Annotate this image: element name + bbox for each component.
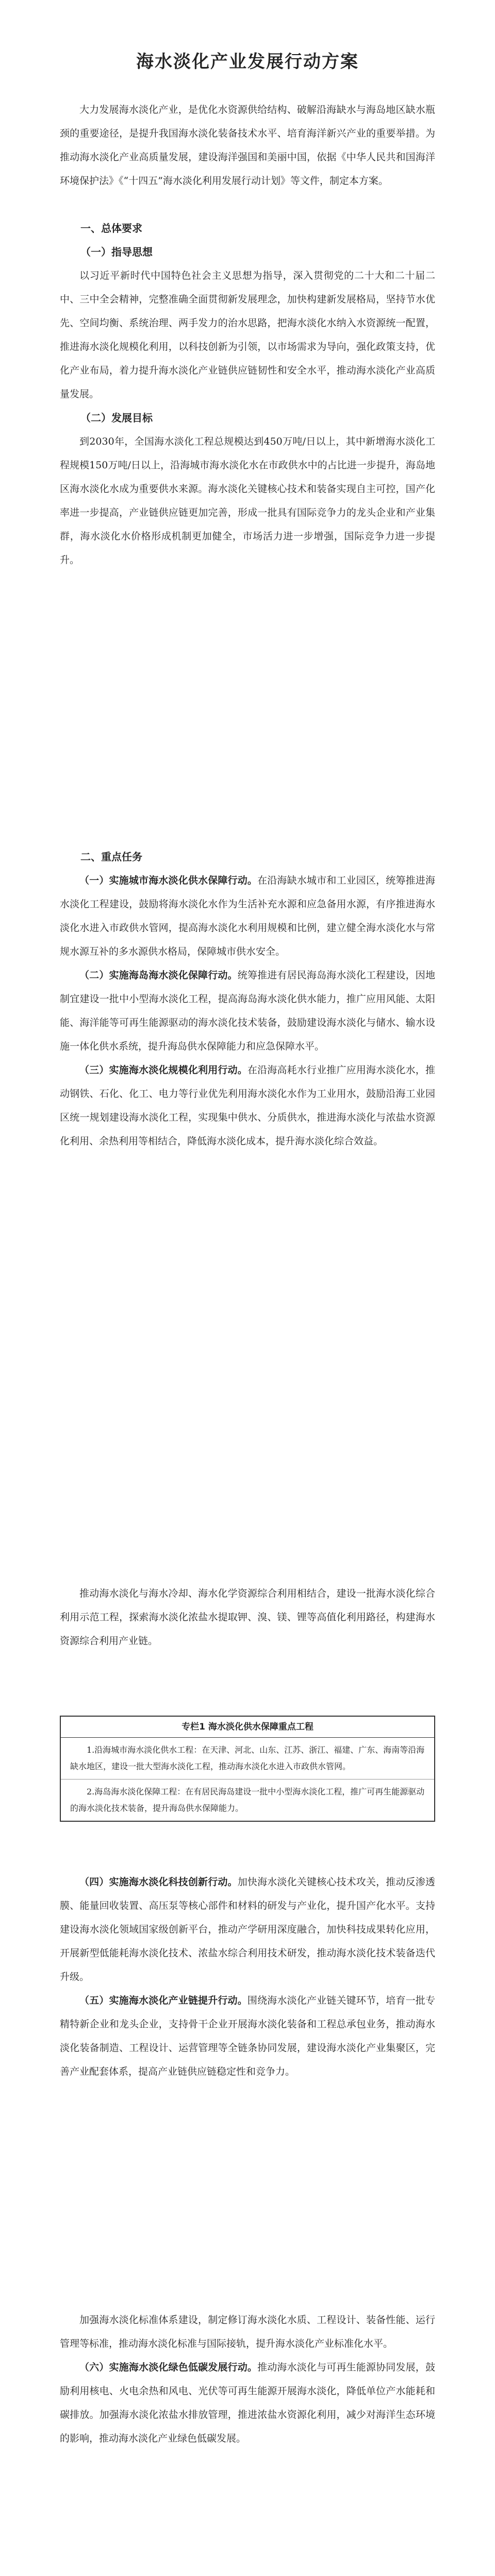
subsection-heading: （一）指导思想 bbox=[80, 246, 153, 258]
task-continuation bbox=[60, 1582, 435, 1653]
task-body: 加快海水淡化关键核心技术攻关，推动反渗透膜、能量回收装置、高压泵等核心部件和材料的研发与产业化，提升国产化水平。支持建设海水淡化领域国家级创新平台，推动产学研用深度融合，加快科技成果转化应用，开展新型低能耗海水淡化技术、浓盐水综合利用技术研发，推动海水淡化技术装备迭代升级。 bbox=[60, 1876, 435, 1982]
column-box-1 bbox=[60, 1716, 435, 1822]
task-lead: （五）实施海水淡化产业链提升行动。 bbox=[79, 1995, 248, 2006]
task-body: 统筹推进有居民海岛海水淡化工程建设，因地制宜建设一批中小型海水淡化工程，提高海岛海水淡化供水能力，推广应用风能、太阳能、海洋能等可再生能源驱动的海水淡化技术装备，鼓励建设海水淡化与储水、输水设施一体化供水系统，提升海岛供水保障能力和应急保障水平。 bbox=[60, 970, 435, 1052]
task-lead: （三）实施海水淡化规模化利用行动。 bbox=[79, 1064, 248, 1076]
task-paragraph bbox=[60, 1058, 435, 1153]
section-overall-requirements bbox=[60, 216, 435, 572]
task-paragraph bbox=[60, 1870, 435, 1989]
development-goals-paragraph: 到2030年，全国海水淡化工程总规模达到450万吨/日以上，其中新增海水淡化工程规模150万吨/日以上，沿海城市海水淡化水在市政供水中的占比进一步提升，海岛地区海水淡化水成为重要供水来源。海水淡化关键核心技术和装备实现自主可控，国产化率进一步提高，产业链供应链更加完善，形成一批具有国际竞争力的龙头企业和产业集群，海水淡化水价格形成机制更加健全，市场活力进一步增强，国际竞争力进一步提升。 bbox=[60, 436, 435, 566]
task-lead: （一）实施城市海水淡化供水保障行动。 bbox=[79, 875, 258, 886]
tasks-continued-2 bbox=[60, 2308, 435, 2450]
task-body: 在沿海高耗水行业推广应用海水淡化水，推动钢铁、石化、化工、电力等行业优先利用海水淡化水作为工业用水，鼓励沿海工业园区统一规划建设海水淡化工程，实现集中供水、分质供水，推进海水淡化与浓盐水资源化利用、余热利用等相结合，降低海水淡化成本，提升海水淡化综合效益。 bbox=[60, 1064, 435, 1147]
intro-section bbox=[60, 98, 435, 193]
column-box-item: 1.沿海城市海水淡化供水工程：在天津、河北、山东、江苏、浙江、福建、广东、海南等沿海缺水地区，建设一批大型海水淡化工程，推动海水淡化水进入市政供水管网。 bbox=[70, 1745, 425, 1771]
column-box-heading: 专栏1 海水淡化供水保障重点工程 bbox=[61, 1717, 434, 1738]
task-body: 围绕海水淡化产业链关键环节，培育一批专精特新企业和龙头企业，支持骨干企业开展海水淡化装备和工程总承包业务，推动海水淡化装备制造、工程设计、运营管理等全链条协同发展，建设海水淡化产业集聚区，完善产业配套体系，提高产业链供应链稳定性和竞争力。 bbox=[60, 1995, 435, 2077]
task-paragraph: 推动海水淡化与海水冷却、海水化学资源综合利用相结合，建设一批海水淡化综合利用示范工程，探索海水淡化浓盐水提取钾、溴、镁、锂等高值化利用路径，构建海水资源综合利用产业链。 bbox=[60, 1588, 435, 1647]
section-heading: 一、总体要求 bbox=[80, 222, 142, 234]
column-box-item: 2.海岛海水淡化保障工程：在有居民海岛建设一批中小型海水淡化工程，推广可再生能源驱动的海水淡化技术装备，提升海岛供水保障能力。 bbox=[61, 1779, 434, 1821]
intro-paragraph: 大力发展海水淡化产业，是优化水资源供给结构、破解沿海缺水与海岛地区缺水瓶颈的重要途径，是提升我国海水淡化装备技术水平、培育海洋新兴产业的重要举措。为推动海水淡化产业高质量发展，建设海洋强国和美丽中国，依据《中华人民共和国海洋环境保护法》《“十四五”海水淡化利用发展行动计划》等文件，制定本方案。 bbox=[60, 104, 435, 187]
task-lead: （六）实施海水淡化绿色低碳发展行动。 bbox=[79, 2362, 258, 2373]
task-paragraph bbox=[60, 963, 435, 1058]
task-body: 推动海水淡化与可再生能源协同发展，鼓励利用核电、火电余热和风电、光伏等可再生能源开展海水淡化，降低单位产水能耗和碳排放。加强海水淡化浓盐水排放管理，推进浓盐水资源化利用，减少对海洋生态环境的影响，推动海水淡化产业绿色低碳发展。 bbox=[60, 2362, 435, 2444]
task-body: 在沿海缺水城市和工业园区，统筹推进海水淡化工程建设，鼓励将海水淡化水作为生活补充水源和应急备用水源，有序推进海水淡化水进入市政供水管网，提高海水淡化水利用规模和比例，建立健全海水淡化水与常规水源互补的多水源供水格局，保障城市供水安全。 bbox=[60, 875, 435, 957]
tasks-continued bbox=[60, 1870, 435, 2083]
task-paragraph bbox=[60, 2355, 435, 2450]
task-lead: （四）实施海水淡化科技创新行动。 bbox=[79, 1876, 238, 1888]
task-paragraph: 加强海水淡化标准体系建设，制定修订海水淡化水质、工程设计、装备性能、运行管理等标准，推动海水淡化标准与国际接轨，提升海水淡化产业标准化水平。 bbox=[60, 2314, 435, 2349]
task-paragraph bbox=[60, 1989, 435, 2083]
subsection-heading: （二）发展目标 bbox=[80, 412, 153, 424]
task-paragraph bbox=[60, 869, 435, 963]
guiding-thought-paragraph: 以习近平新时代中国特色社会主义思想为指导，深入贯彻党的二十大和二十届二中、三中全会精神，完整准确全面贯彻新发展理念，加快构建新发展格局，坚持节水优先、空间均衡、系统治理、两手发力的治水思路，把海水淡化水纳入水资源统一配置，推进海水淡化规模化利用，以科技创新为引领，以市场需求为导向，强化政策支持，优化产业布局，着力提升海水淡化产业链供应链韧性和安全水平，推动海水淡化产业高质量发展。 bbox=[60, 270, 435, 400]
task-lead: （二）实施海岛海水淡化保障行动。 bbox=[79, 970, 238, 981]
section-heading: 二、重点任务 bbox=[80, 851, 142, 863]
document-title: 海水淡化产业发展行动方案 bbox=[136, 52, 359, 72]
section-key-tasks bbox=[60, 845, 435, 1153]
